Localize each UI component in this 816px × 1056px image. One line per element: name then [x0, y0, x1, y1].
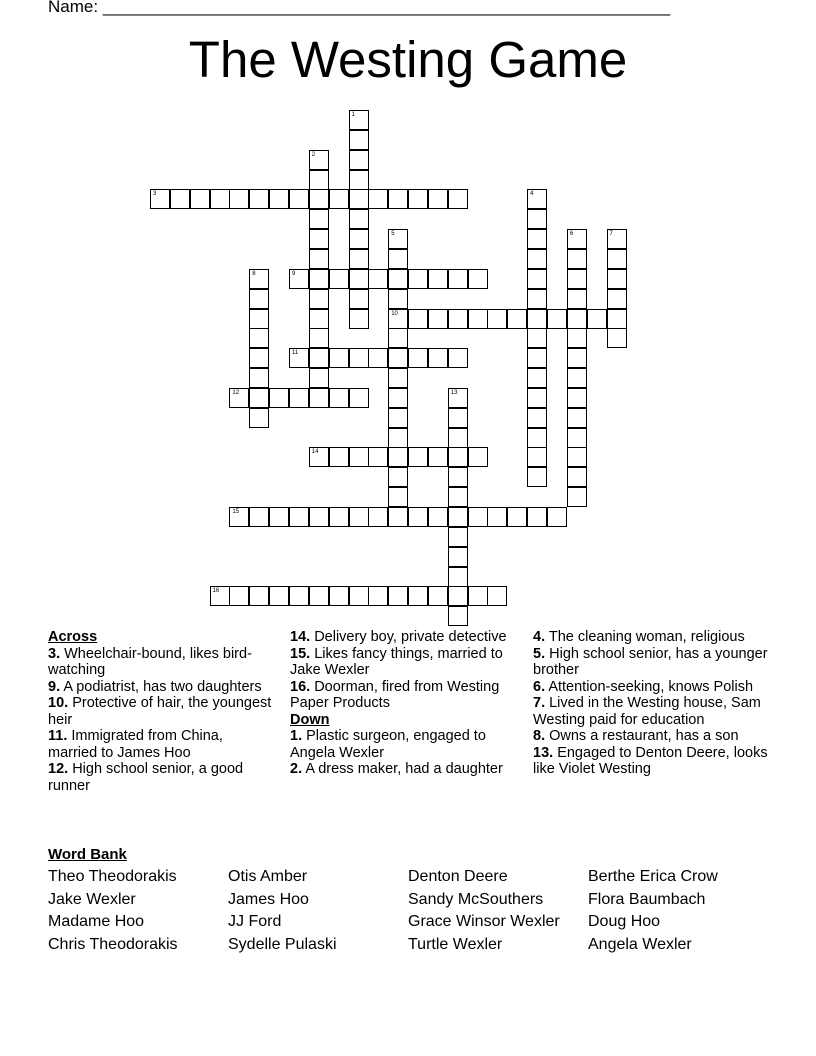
clue-text: Lived in the Westing house, Sam Westing paid for education: [533, 695, 761, 728]
clue-number-label: 15.: [290, 645, 311, 662]
grid-cell[interactable]: [428, 189, 448, 209]
grid-cell[interactable]: [368, 586, 388, 606]
word-bank-item: Theo Theodorakis: [48, 868, 177, 885]
grid-cell[interactable]: [309, 447, 329, 467]
clue-number: 12: [232, 389, 240, 396]
grid-cell[interactable]: [269, 388, 289, 408]
grid-cell[interactable]: [309, 348, 329, 368]
word-bank-item: Flora Baumbach: [588, 890, 706, 908]
clue-text: Engaged to Denton Deere, looks like Violet Westing: [533, 744, 768, 777]
grid-cell[interactable]: [448, 309, 468, 329]
grid-cell[interactable]: [368, 269, 388, 289]
clue-item: [48, 646, 273, 679]
grid-cell[interactable]: [428, 507, 448, 527]
grid-cell[interactable]: [368, 348, 388, 368]
clue-number-label: 5.: [533, 645, 546, 662]
clue-item: [290, 761, 515, 778]
grid-cell[interactable]: [408, 586, 428, 606]
grid-cell[interactable]: [448, 567, 468, 587]
grid-cell[interactable]: [428, 586, 448, 606]
grid-cell[interactable]: [408, 189, 428, 209]
grid-cell[interactable]: [249, 289, 269, 309]
clues-column-3: [533, 629, 768, 778]
name-line: [48, 0, 670, 17]
clue-number-label: 3.: [48, 645, 61, 662]
grid-cell[interactable]: [249, 368, 269, 388]
grid-cell[interactable]: [329, 269, 349, 289]
grid-cell[interactable]: [368, 507, 388, 527]
grid-cell[interactable]: [527, 229, 547, 249]
grid-cell[interactable]: [388, 229, 408, 249]
grid-cell[interactable]: [607, 249, 627, 269]
grid-cell[interactable]: [229, 189, 249, 209]
clue-number-label: 14.: [290, 629, 311, 645]
grid-cell[interactable]: [527, 309, 547, 329]
grid-cell[interactable]: [269, 189, 289, 209]
grid-cell[interactable]: [368, 447, 388, 467]
grid-cell[interactable]: [428, 348, 448, 368]
grid-cell[interactable]: [210, 586, 230, 606]
clue-number-label: 12.: [48, 761, 69, 777]
grid-cell[interactable]: [309, 170, 329, 190]
clue-item: [533, 728, 768, 745]
across-clue-list-continued: [290, 629, 515, 712]
grid-cell[interactable]: [567, 467, 587, 487]
word-bank-item: Denton Deere: [408, 868, 508, 885]
clue-number: 14: [311, 449, 319, 456]
grid-cell[interactable]: [567, 408, 587, 428]
clue-number: 10: [391, 310, 398, 317]
grid-cell[interactable]: [309, 249, 329, 269]
clue-item: [533, 745, 768, 778]
clue-text: High school senior, a good runner: [48, 761, 244, 794]
grid-cell[interactable]: [527, 408, 547, 428]
grid-cell[interactable]: [567, 249, 587, 269]
grid-cell[interactable]: [547, 507, 567, 527]
clue-text: Delivery boy, private detective: [310, 629, 507, 645]
clue-text: Likes fancy things, married to Jake Wexler: [290, 645, 503, 678]
grid-cell[interactable]: [547, 309, 567, 329]
grid-cell[interactable]: [329, 348, 349, 368]
grid-cell[interactable]: [269, 507, 289, 527]
grid-cell[interactable]: [527, 189, 547, 209]
clue-text: Immigrated from China, married to James Hoo: [48, 728, 223, 761]
clue-text: Wheelchair-bound, likes bird-watching: [48, 645, 252, 678]
grid-cell[interactable]: [527, 348, 547, 368]
grid-cell[interactable]: [448, 408, 468, 428]
grid-cell[interactable]: [388, 507, 408, 527]
grid-cell[interactable]: [587, 309, 607, 329]
clue-item: [290, 679, 515, 712]
clue-text: Plastic surgeon, engaged to Angela Wexler: [290, 728, 486, 761]
grid-cell[interactable]: [607, 269, 627, 289]
clue-item: [48, 761, 273, 794]
clue-item: [533, 695, 768, 728]
down-clue-list-continued: [533, 629, 768, 778]
clue-number: 3: [153, 191, 157, 198]
grid-cell[interactable]: [388, 328, 408, 348]
grid-cell[interactable]: [567, 309, 587, 329]
grid-cell[interactable]: [309, 209, 329, 229]
grid-cell[interactable]: [249, 348, 269, 368]
grid-cell[interactable]: [249, 586, 269, 606]
grid-cell[interactable]: [349, 269, 369, 289]
grid-cell[interactable]: [229, 586, 249, 606]
grid-cell[interactable]: [567, 269, 587, 289]
grid-cell[interactable]: [269, 586, 289, 606]
grid-cell[interactable]: [329, 189, 349, 209]
across-heading: Across: [48, 629, 98, 645]
word-bank-title: Word Bank: [48, 846, 127, 863]
grid-cell[interactable]: [448, 606, 468, 626]
word-bank-item: Madame Hoo: [48, 913, 145, 931]
grid-cell[interactable]: [289, 348, 309, 368]
grid-cell[interactable]: [448, 547, 468, 567]
grid-cell[interactable]: [428, 309, 448, 329]
grid-cell[interactable]: [309, 269, 329, 289]
grid-cell[interactable]: [388, 487, 408, 507]
grid-cell[interactable]: [229, 388, 249, 408]
grid-cell[interactable]: [408, 348, 428, 368]
grid-cell[interactable]: [249, 189, 269, 209]
clue-number: 6: [569, 231, 574, 238]
down-heading: Down: [290, 711, 330, 728]
grid-cell[interactable]: [329, 586, 349, 606]
clue-number: 5: [391, 231, 395, 238]
grid-cell[interactable]: [428, 447, 448, 467]
name-label: Name:: [48, 0, 99, 16]
clue-item: [48, 728, 273, 761]
clue-text: Protective of hair, the youngest heir: [48, 695, 272, 728]
grid-cell[interactable]: [210, 189, 230, 209]
grid-cell[interactable]: [349, 388, 369, 408]
grid-cell[interactable]: [249, 388, 269, 408]
grid-cell[interactable]: [309, 368, 329, 388]
grid-cell[interactable]: [388, 189, 408, 209]
clue-item: [290, 629, 515, 646]
grid-cell[interactable]: [309, 507, 329, 527]
grid-cell[interactable]: [388, 447, 408, 467]
word-bank-item: Angela Wexler: [588, 936, 692, 954]
grid-cell[interactable]: [388, 249, 408, 269]
clue-text: Attention-seeking, knows Polish: [545, 678, 754, 695]
grid-cell[interactable]: [527, 328, 547, 348]
grid-cell[interactable]: [448, 527, 468, 547]
grid-cell[interactable]: [349, 130, 369, 150]
word-bank-item: JJ Ford: [228, 913, 282, 931]
clue-number-label: 4.: [533, 629, 546, 645]
grid-cell[interactable]: [249, 309, 269, 329]
grid-cell[interactable]: [309, 388, 329, 408]
clue-number-label: 10.: [48, 695, 69, 711]
grid-cell[interactable]: [388, 289, 408, 309]
grid-cell[interactable]: [388, 368, 408, 388]
clue-item: [290, 646, 515, 679]
grid-cell[interactable]: [567, 368, 587, 388]
clue-item: [533, 679, 768, 696]
clue-number: 8: [252, 270, 256, 277]
grid-cell[interactable]: [388, 269, 408, 289]
grid-cell[interactable]: [448, 388, 468, 408]
grid-cell[interactable]: [170, 189, 190, 209]
grid-cell[interactable]: [507, 309, 527, 329]
grid-cell[interactable]: [487, 309, 507, 329]
grid-cell[interactable]: [567, 388, 587, 408]
clue-number-label: 16.: [290, 678, 311, 695]
grid-cell[interactable]: [309, 189, 329, 209]
clue-text: A dress maker, had a daughter: [302, 761, 503, 777]
clue-number-label: 8.: [533, 728, 546, 744]
name-blank[interactable]: ____________________________________________________________: [102, 0, 671, 16]
clue-number: 2: [311, 151, 316, 158]
grid-cell[interactable]: [527, 428, 547, 448]
grid-cell[interactable]: [448, 447, 468, 467]
grid-cell[interactable]: [567, 229, 587, 249]
grid-cell[interactable]: [567, 348, 587, 368]
clues-column-1: [48, 629, 273, 794]
grid-cell[interactable]: [468, 447, 488, 467]
clue-number-label: 7.: [533, 695, 546, 711]
grid-cell[interactable]: [408, 507, 428, 527]
grid-cell[interactable]: [448, 467, 468, 487]
clue-number: 13: [450, 389, 458, 396]
clues-column-2: [290, 629, 515, 778]
word-bank-item: Sandy McSouthers: [408, 890, 544, 908]
grid-cell[interactable]: [388, 428, 408, 448]
clue-number: 16: [212, 588, 220, 595]
grid-cell[interactable]: [567, 447, 587, 467]
grid-cell[interactable]: [448, 487, 468, 507]
grid-cell[interactable]: [349, 507, 369, 527]
clue-item: [290, 728, 515, 761]
grid-cell[interactable]: [408, 447, 428, 467]
grid-cell[interactable]: [309, 586, 329, 606]
clue-number-label: 11.: [48, 728, 68, 744]
word-bank-item: Chris Theodorakis: [48, 936, 178, 954]
grid-cell[interactable]: [408, 269, 428, 289]
grid-cell[interactable]: [487, 586, 507, 606]
grid-cell[interactable]: [349, 189, 369, 209]
grid-cell[interactable]: [309, 150, 329, 170]
word-bank-item: Jake Wexler: [48, 890, 136, 908]
clue-number-label: 9.: [48, 678, 61, 695]
grid-cell[interactable]: [448, 269, 468, 289]
grid-cell[interactable]: [468, 586, 488, 606]
grid-cell[interactable]: [607, 289, 627, 309]
grid-cell[interactable]: [607, 229, 627, 249]
grid-cell[interactable]: [349, 348, 369, 368]
grid-cell[interactable]: [249, 408, 269, 428]
grid-cell[interactable]: [448, 586, 468, 606]
word-bank-item: Sydelle Pulaski: [228, 936, 337, 954]
grid-cell[interactable]: [349, 170, 369, 190]
clue-item: [533, 646, 768, 679]
grid-cell[interactable]: [349, 110, 369, 130]
clue-text: The cleaning woman, religious: [545, 629, 745, 645]
grid-cell[interactable]: [468, 309, 488, 329]
grid-cell[interactable]: [289, 189, 309, 209]
grid-cell[interactable]: [388, 467, 408, 487]
grid-cell[interactable]: [249, 269, 269, 289]
grid-cell[interactable]: [329, 388, 349, 408]
clue-number-label: 6.: [533, 678, 546, 695]
grid-cell[interactable]: [309, 289, 329, 309]
grid-cell[interactable]: [249, 328, 269, 348]
clue-number-label: 13.: [533, 744, 554, 761]
grid-cell[interactable]: [309, 328, 329, 348]
clue-text: Doorman, fired from Westing Paper Products: [290, 678, 500, 711]
word-bank: [48, 868, 788, 960]
grid-cell[interactable]: [527, 249, 547, 269]
clue-item: [533, 629, 768, 646]
grid-cell[interactable]: [567, 428, 587, 448]
grid-cell[interactable]: [448, 189, 468, 209]
clue-text: A podiatrist, has two daughters: [60, 678, 262, 695]
clue-text: Owns a restaurant, has a son: [545, 728, 739, 744]
word-bank-item: Otis Amber: [228, 868, 308, 885]
grid-cell[interactable]: [349, 309, 369, 329]
grid-cell[interactable]: [448, 428, 468, 448]
grid-cell[interactable]: [507, 507, 527, 527]
word-bank-item: Turtle Wexler: [408, 936, 503, 954]
word-bank-item: Berthe Erica Crow: [588, 868, 718, 885]
clue-number-label: 1.: [290, 728, 303, 744]
grid-cell[interactable]: [249, 507, 269, 527]
grid-cell[interactable]: [150, 189, 170, 209]
grid-cell[interactable]: [388, 348, 408, 368]
grid-cell[interactable]: [309, 309, 329, 329]
grid-cell[interactable]: [388, 309, 408, 329]
grid-cell[interactable]: [468, 507, 488, 527]
clue-item: [48, 695, 273, 728]
grid-cell[interactable]: [527, 289, 547, 309]
grid-cell[interactable]: [368, 189, 388, 209]
grid-cell[interactable]: [527, 209, 547, 229]
grid-cell[interactable]: [527, 269, 547, 289]
grid-cell[interactable]: [607, 309, 627, 329]
grid-cell[interactable]: [349, 249, 369, 269]
grid-cell[interactable]: [527, 507, 547, 527]
clue-number: 7: [609, 231, 613, 238]
grid-cell[interactable]: [527, 368, 547, 388]
grid-cell[interactable]: [487, 507, 507, 527]
grid-cell[interactable]: [527, 388, 547, 408]
grid-cell[interactable]: [349, 289, 369, 309]
clue-number: 11: [291, 350, 299, 357]
grid-cell[interactable]: [289, 388, 309, 408]
grid-cell[interactable]: [349, 150, 369, 170]
page-title: The Westing Game: [188, 31, 628, 88]
clue-number: 9: [291, 270, 296, 277]
grid-cell[interactable]: [388, 586, 408, 606]
grid-cell[interactable]: [468, 269, 488, 289]
grid-cell[interactable]: [388, 408, 408, 428]
word-bank-item: Doug Hoo: [588, 913, 661, 931]
grid-cell[interactable]: [448, 507, 468, 527]
grid-cell[interactable]: [349, 229, 369, 249]
grid-cell[interactable]: [289, 269, 309, 289]
grid-cell[interactable]: [448, 348, 468, 368]
grid-cell[interactable]: [567, 289, 587, 309]
clue-number-label: 2.: [290, 761, 303, 777]
clue-number: 1: [351, 112, 355, 118]
clue-text: High school senior, has a younger brother: [533, 645, 768, 678]
grid-cell[interactable]: [408, 309, 428, 329]
grid-cell[interactable]: [349, 447, 369, 467]
grid-cell[interactable]: [349, 586, 369, 606]
grid-cell[interactable]: [607, 328, 627, 348]
grid-cell[interactable]: [527, 447, 547, 467]
clue-number: 4: [530, 191, 534, 198]
word-bank-item: James Hoo: [228, 890, 309, 908]
grid-cell[interactable]: [567, 487, 587, 507]
grid-cell[interactable]: [329, 447, 349, 467]
clue-number: 15: [232, 509, 240, 515]
down-clue-list: [290, 728, 515, 778]
word-bank-item: Grace Winsor Wexler: [408, 913, 560, 931]
grid-cell[interactable]: [567, 328, 587, 348]
grid-cell[interactable]: [190, 189, 210, 209]
grid-cell[interactable]: [428, 269, 448, 289]
grid-cell[interactable]: [329, 507, 349, 527]
grid-cell[interactable]: [229, 507, 249, 527]
grid-cell[interactable]: [349, 209, 369, 229]
grid-cell[interactable]: [289, 586, 309, 606]
clue-item: [48, 679, 273, 696]
grid-cell[interactable]: [309, 229, 329, 249]
grid-cell[interactable]: [289, 507, 309, 527]
grid-cell[interactable]: [388, 388, 408, 408]
across-clue-list: [48, 646, 273, 795]
grid-cell[interactable]: [527, 467, 547, 487]
